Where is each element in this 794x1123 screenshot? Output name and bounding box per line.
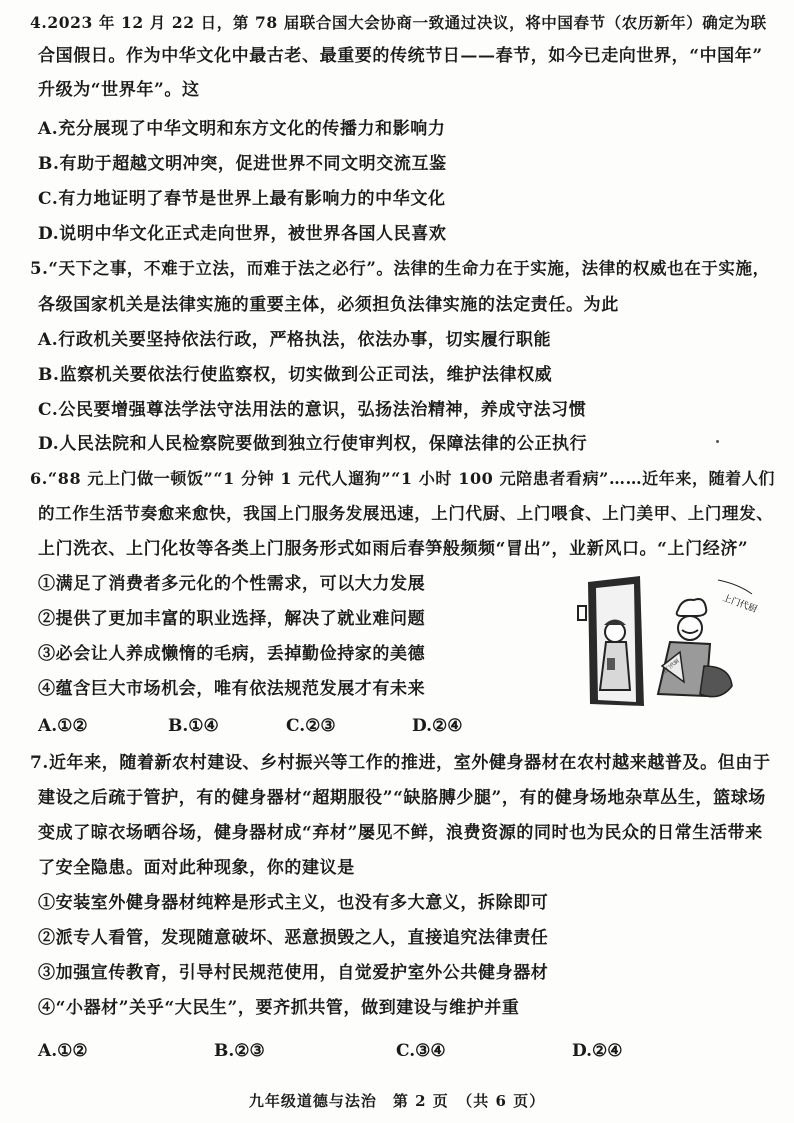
resident-phone (607, 658, 615, 670)
sign-label: 上门代厨 (720, 593, 759, 616)
q7-answer-a: A.①② (38, 1041, 88, 1061)
q7-stem-line-1: 7.近年来，随着新农村建设、乡村振兴等工作的推进，室外健身器材在农村越来越普及。但由于 (30, 753, 771, 773)
q7-stem-line-4: 了安全隐患。面对此种现象，你的建议是 (38, 858, 355, 878)
q7-answer-b: B.②③ (214, 1041, 265, 1061)
q6-statement-2: ②提供了更加丰富的职业选择，解决了就业难问题 (38, 609, 426, 629)
cartoon-illustration (570, 570, 770, 710)
q6-statement-4: ④蕴含巨大市场机会，唯有依法规范发展才有未来 (38, 679, 426, 699)
q7-answer-c: C.③④ (396, 1041, 446, 1061)
q6-stem-line-3: 上门洗衣、上门化妆等各类上门服务形式如雨后春笋般频频“冒出”，业新风口。“上门经济” (38, 539, 749, 559)
q6-stem-line-2: 的工作生活节奏愈来愈快，我国上门服务发展迅速，上门代厨、上门喂食、上门美甲、上门理发、 (38, 504, 774, 523)
q7-statement-3: ③加强宣传教育，引导村民规范使用，自觉爱护室外公共健身器材 (38, 963, 549, 983)
q6-statement-1: ①满足了消费者多元化的个性需求，可以大力发展 (38, 574, 426, 594)
q6-stem-line-1: 6.“88 元上门做一顿饭”“1 分钟 1 元代人遛狗”“1 小时 100 元陪患者看病”……近年来，随着人们 (30, 469, 775, 488)
q7-stem-line-2: 建设之后疏于管护，有的健身器材“超期服役”“缺胳膊少腿”，有的健身场地杂草丛生，篮球场 (38, 788, 766, 808)
page-footer: 九年级道德与法治 第 2 页 （共 6 页） (248, 1092, 546, 1110)
q5-stem-line-2: 各级国家机关是法律实施的重要主体，必须担负法律实施的法定责任。为此 (38, 295, 619, 315)
q7-answer-d: D.②④ (572, 1041, 623, 1061)
q5-option-a: A.行政机关要坚持依法行政，严格执法，依法办事，切实履行职能 (38, 330, 552, 350)
q6-answer-b: B.①④ (168, 716, 219, 736)
q5-option-c: C.公民要增强尊法学法守法用法的意识，弘扬法治精神，养成守法习惯 (38, 400, 587, 420)
q7-statement-4: ④“小器材”关乎“大民生”，要齐抓共管，做到建设与维护并重 (38, 998, 520, 1018)
chef-bag (700, 666, 732, 697)
q7-statement-1: ①安装室外健身器材纯粹是形式主义，也没有多大意义，拆除即可 (38, 893, 549, 913)
q7-answer-choices (38, 1040, 678, 1062)
chef-hat (677, 599, 707, 616)
q6-answer-c: C.②③ (286, 716, 336, 736)
q4-option-d: D.说明中华文化正式走向世界，被世界各国人民喜欢 (38, 224, 447, 244)
door-plate (578, 606, 586, 620)
q6-answer-a: A.①② (38, 716, 88, 736)
card-label: 上门代厨 (661, 658, 681, 676)
q4-option-b: B.有助于超越文明冲突，促进世界不同文明交流互鉴 (38, 154, 447, 174)
q6-answer-choices (38, 715, 538, 737)
q4-stem-line-2: 合国假日。作为中华文化中最古老、最重要的传统节日——春节，如今已走向世界，“中国年” (38, 46, 763, 66)
q6-statement-3: ③必会让人养成懒惰的毛病，丢掉勤俭持家的美德 (38, 644, 426, 664)
q4-stem-line-3: 升级为“世界年”。这 (38, 80, 200, 100)
sign-arrow (718, 580, 752, 594)
q5-stem-line-1: 5.“天下之事，不难于立法，而难于法之必行”。法律的生命力在于实施，法律的权威也在于实施， (30, 259, 770, 278)
q4-option-a: A.充分展现了中华文明和东方文化的传播力和影响力 (38, 119, 446, 139)
chef-head (678, 616, 702, 640)
q4-option-c: C.有力地证明了春节是世界上最有影响力的中华文化 (38, 189, 446, 209)
q5-option-b: B.监察机关要依法行使监察权，切实做到公正司法，维护法律权威 (38, 365, 553, 385)
q5-option-d: D.人民法院和人民检察院要做到独立行使审判权，保障法律的公正执行 (38, 434, 588, 454)
q7-stem-line-3: 变成了晾衣场晒谷场，健身器材成“弃材”屡见不鲜，浪费资源的同时也为民众的日常生活带来 (38, 823, 763, 843)
scan-speck (716, 440, 719, 443)
q4-stem-line-1: 4.2023 年 12 月 22 日，第 78 届联合国大会协商一致通过决议，将中国春节（农历新年）确定为联 (30, 13, 767, 32)
q6-answer-d: D.②④ (412, 716, 463, 736)
q7-statement-2: ②派专人看管，发现随意破坏、恶意损毁之人，直接追究法律责任 (38, 928, 549, 948)
